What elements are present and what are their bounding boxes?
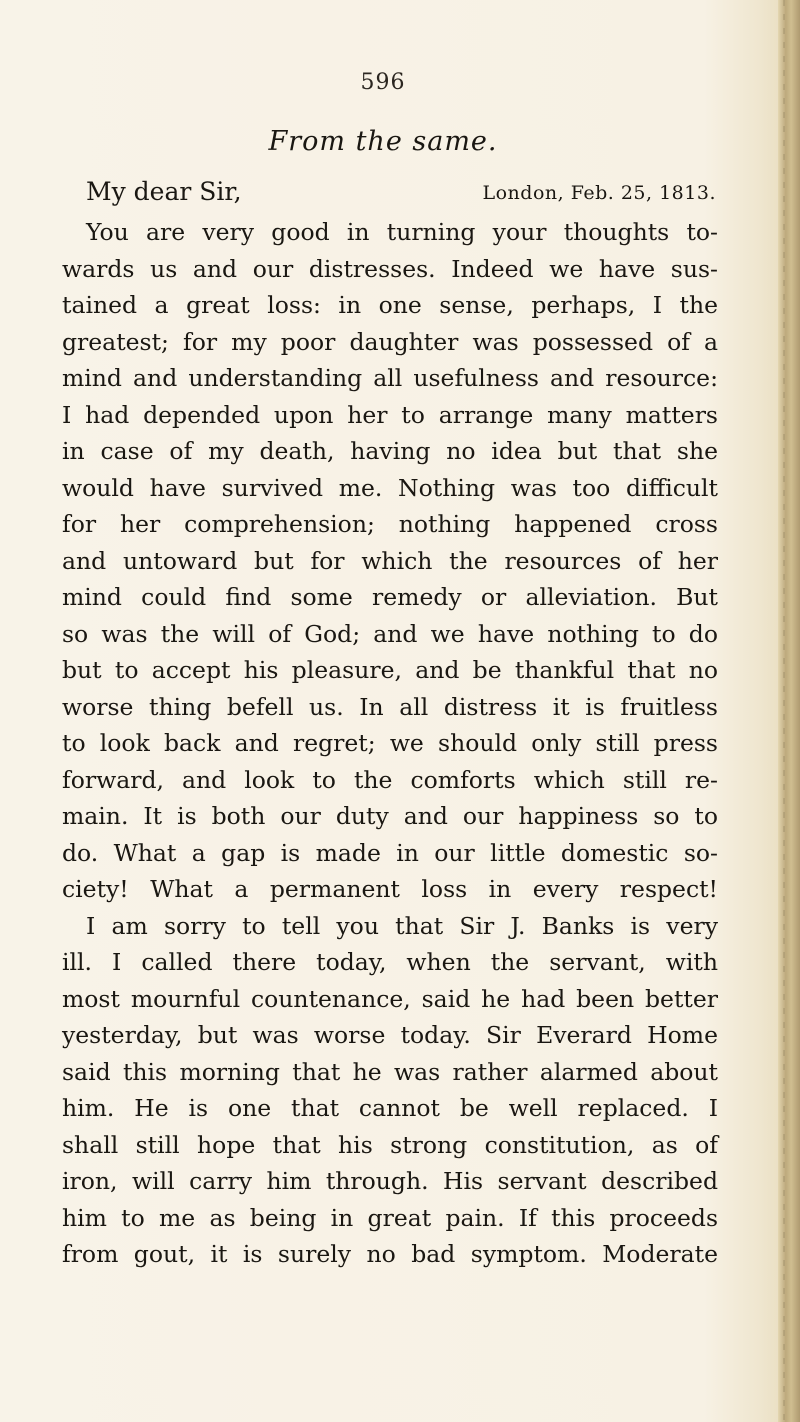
text-line: shall still hope that his strong constitution, as of [62, 1130, 718, 1159]
text-line: but to accept his pleasure, and be thankful that no [62, 656, 718, 684]
text-line: greatest; for my poor daughter was possessed of a [62, 327, 718, 356]
text-line: wards us and our distresses. Indeed we have sus- [62, 254, 718, 283]
salutation: My dear Sir, [86, 177, 242, 206]
text-line: would have survived me. Nothing was too difficult [62, 473, 718, 502]
page-number: 596 [360, 70, 406, 95]
text-line: do. What a gap is made in our little domestic so- [62, 838, 718, 867]
text-line: forward, and look to the comforts which still re- [62, 765, 718, 794]
text-line: ciety! What a permanent loss in every respect! [62, 875, 718, 903]
text-line: yesterday, but was worse today. Sir Everard Home [62, 1021, 718, 1049]
page-edge-shadow [778, 0, 800, 1422]
text-line: him to me as being in great pain. If this proceeds [62, 1203, 718, 1232]
text-line: and untoward but for which the resources of her [62, 546, 718, 575]
text-line: ill. I called there today, when the servant, with [62, 948, 718, 976]
text-line: I am sorry to tell you that Sir J. Banks is very [86, 911, 718, 940]
letter-heading: From the same. [268, 126, 498, 157]
dateline: London, Feb. 25, 1813. [482, 182, 716, 204]
text-line: said this morning that he was rather alarmed about [62, 1057, 718, 1086]
text-line: main. It is both our duty and our happiness so to [62, 802, 718, 830]
text-line: tained a great loss: in one sense, perhaps, I the [62, 291, 718, 319]
text-line: in case of my death, having no idea but that she [62, 437, 718, 465]
text-line: so was the will of God; and we have nothing to do [62, 619, 718, 648]
text-line: mind could find some remedy or alleviation. But [62, 583, 718, 611]
text-line: him. He is one that cannot be well replaced. I [62, 1094, 718, 1122]
text-line: You are very good in turning your thoughts to- [86, 218, 718, 246]
text-line: to look back and regret; we should only still press [62, 729, 718, 757]
letter-body [62, 214, 718, 1273]
text-line: from gout, it is surely no bad symptom. Moderate [62, 1240, 718, 1268]
text-line: for her comprehension; nothing happened cross [62, 510, 718, 538]
text-line: most mournful countenance, said he had been better [62, 984, 718, 1013]
text-line: I had depended upon her to arrange many matters [62, 400, 718, 429]
text-line: mind and understanding all usefulness and resource: [62, 364, 718, 392]
text-line: worse thing befell us. In all distress it is fruitless [62, 692, 718, 721]
salutation-line [86, 177, 716, 217]
text-line: iron, will carry him through. His servant described [62, 1167, 718, 1195]
